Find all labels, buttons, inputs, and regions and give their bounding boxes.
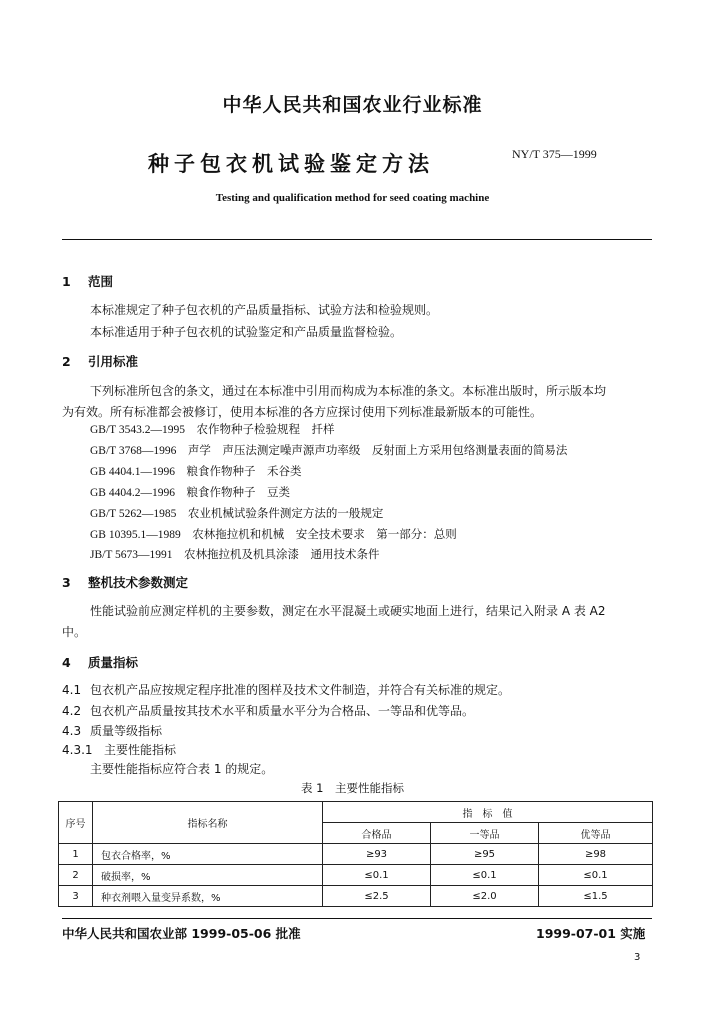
reference-item: JB/T 5673—1991 农林拖拉机及机具涂漆 通用技术条件 xyxy=(90,549,380,561)
table-row xyxy=(59,886,653,907)
section-4-heading xyxy=(62,653,138,671)
paragraph: 中。 xyxy=(62,625,87,639)
header-seq: 序号 xyxy=(59,802,93,844)
english-title: Testing and qualification method for seed coating machine xyxy=(215,192,490,204)
paragraph: 性能试验前应测定样机的主要参数，测定在水平混凝土或硬实地面上进行，结果记入附录 A 表 A2 xyxy=(90,604,606,618)
section-title: 范围 xyxy=(88,274,114,289)
header-grade: 一等品 xyxy=(431,823,539,844)
cell-value: ≥93 xyxy=(323,844,431,865)
paragraph: 主要性能指标应符合表 1 的规定。 xyxy=(90,762,274,776)
clause-text: 质量等级指标 xyxy=(90,724,163,738)
section-number: 2 xyxy=(62,354,71,369)
approval-line: 中华人民共和国农业部 1999-05-06 批准 xyxy=(62,926,301,941)
page-number: 3 xyxy=(634,952,641,963)
header-name: 指标名称 xyxy=(93,802,323,844)
clause-4-3-1 xyxy=(62,741,176,758)
reference-item: GB 4404.1—1996 粮食作物种子 禾谷类 xyxy=(90,466,302,478)
performance-table xyxy=(58,801,653,907)
header-grade: 合格品 xyxy=(323,823,431,844)
reference-item: GB 4404.2—1996 粮食作物种子 豆类 xyxy=(90,487,290,499)
clause-number: 4.2 xyxy=(62,704,82,718)
footer-divider xyxy=(62,918,652,919)
document-title: 种子包衣机试验鉴定方法 xyxy=(148,152,434,176)
cell-seq: 3 xyxy=(59,886,93,907)
paragraph: 本标准规定了种子包衣机的产品质量指标、试验方法和检验规则。 xyxy=(90,303,439,317)
reference-item: GB/T 3543.2—1995 农作物种子检验规程 扦样 xyxy=(90,424,335,436)
section-number: 4 xyxy=(62,655,71,670)
cell-value: ≤2.5 xyxy=(323,886,431,907)
standard-number: NY/T 375—1999 xyxy=(512,147,597,161)
header-value: 指 标 值 xyxy=(323,802,653,823)
paragraph: 本标准适用于种子包衣机的试验鉴定和产品质量监督检验。 xyxy=(90,325,403,339)
clause-number: 4.3.1 xyxy=(62,743,93,757)
cell-value: ≥95 xyxy=(431,844,539,865)
section-number: 3 xyxy=(62,575,71,590)
table-row xyxy=(59,865,653,886)
implementation-date: 1999-07-01 实施 xyxy=(536,926,646,941)
table-caption: 表 1 主要性能指标 xyxy=(301,781,404,795)
header-grade: 优等品 xyxy=(539,823,653,844)
clause-number: 4.3 xyxy=(62,724,82,738)
clause-text: 主要性能指标 xyxy=(104,743,177,757)
cell-value: ≤2.0 xyxy=(431,886,539,907)
section-1-heading xyxy=(62,272,113,290)
issuing-organization: 中华人民共和国农业行业标准 xyxy=(222,94,483,116)
reference-item: GB/T 5262—1985 农业机械试验条件测定方法的一般规定 xyxy=(90,508,384,520)
cell-value: ≥98 xyxy=(539,844,653,865)
reference-item: GB/T 3768—1996 声学 声压法测定噪声源声功率级 反射面上方采用包络测量表面的简易法 xyxy=(90,445,568,457)
cell-name: 破损率，% xyxy=(93,865,323,886)
clause-text: 包衣机产品质量按其技术水平和质量水平分为合格品、一等品和优等品。 xyxy=(90,704,475,718)
section-title: 质量指标 xyxy=(88,655,139,670)
clause-4-1 xyxy=(62,681,510,698)
cell-name: 包衣合格率，% xyxy=(93,844,323,865)
clause-4-2 xyxy=(62,702,474,719)
table-header-row xyxy=(59,802,653,823)
cell-name: 种衣剂喂入量变异系数，% xyxy=(93,886,323,907)
cell-value: ≤0.1 xyxy=(539,865,653,886)
cell-seq: 1 xyxy=(59,844,93,865)
section-title: 整机技术参数测定 xyxy=(88,575,189,590)
clause-number: 4.1 xyxy=(62,683,82,697)
section-3-heading xyxy=(62,573,188,591)
cell-value: ≤0.1 xyxy=(431,865,539,886)
clause-4-3 xyxy=(62,722,162,739)
section-title: 引用标准 xyxy=(88,354,139,369)
section-2-heading xyxy=(62,352,138,370)
cell-value: ≤0.1 xyxy=(323,865,431,886)
header-divider xyxy=(62,239,652,240)
clause-text: 包衣机产品应按规定程序批准的图样及技术文件制造，并符合有关标准的规定。 xyxy=(90,683,511,697)
cell-value: ≤1.5 xyxy=(539,886,653,907)
cell-seq: 2 xyxy=(59,865,93,886)
paragraph: 下列标准所包含的条文，通过在本标准中引用而构成为本标准的条文。本标准出版时，所示版本均 xyxy=(90,384,607,398)
table-row xyxy=(59,844,653,865)
reference-item: GB 10395.1—1989 农林拖拉机和机械 安全技术要求 第一部分：总则 xyxy=(90,529,457,541)
section-number: 1 xyxy=(62,274,71,289)
paragraph: 为有效。所有标准都会被修订，使用本标准的各方应探讨使用下列标准最新版本的可能性。 xyxy=(62,405,543,419)
